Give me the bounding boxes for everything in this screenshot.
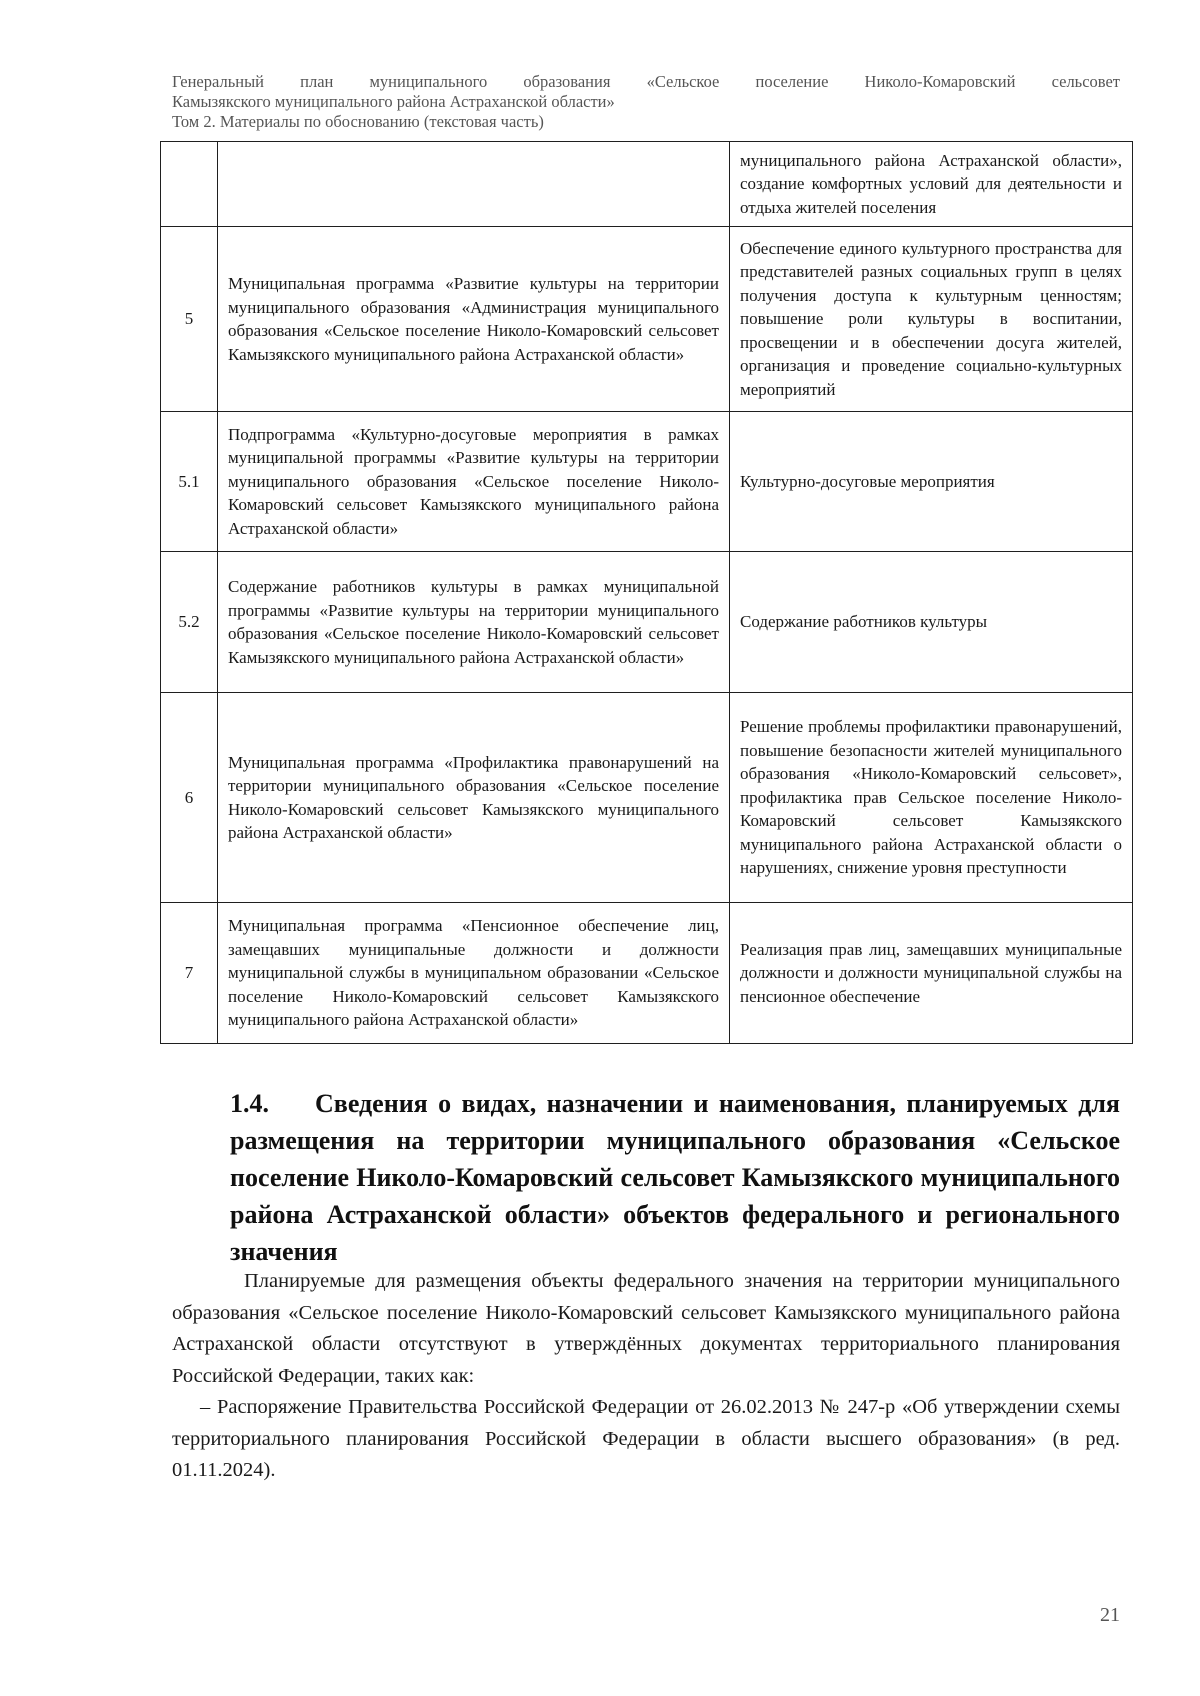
header-line-2: Камызякского муниципального района Астраханской области» xyxy=(172,92,615,111)
section-title: Сведения о видах, назначении и наименования, планируемых для размещения на территории муниципального образования «Сельское поселение Николо-Комаровский сельсовет Камызякского муниципального района Астраханской области» объектов федерального и регионального значения xyxy=(230,1089,1120,1266)
row-number: 5.1 xyxy=(161,412,218,552)
program-name: Муниципальная программа «Пенсионное обеспечение лиц, замещавших муниципальные должности и должности муниципальной службы в муниципальном образовании «Сельское поселение Николо-Комаровский сельсовет Камызякского муниципального района Астраханской области» xyxy=(218,903,730,1044)
program-name: Содержание работников культуры в рамках муниципальной программы «Развитие культуры на территории муниципального образования «Сельское поселение Николо-Комаровский сельсовет Камызякского муниципального района Астраханской области» xyxy=(218,552,730,693)
section-number: 1.4. xyxy=(230,1089,269,1118)
program-description: Культурно-досуговые мероприятия xyxy=(730,412,1133,552)
header-line-1: Генеральный план муниципального образования «Сельское поселение Николо-Комаровский сельсовет xyxy=(172,72,1120,91)
list-item: – Распоряжение Правительства Российской Федерации от 26.02.2013 № 247-р «Об утверждении схемы территориального планирования Российской Федерации в области высшего образования» (в ред. 01.11.2024). xyxy=(172,1396,1120,1481)
program-name: Муниципальная программа «Профилактика правонарушений на территории муниципального образования «Сельское поселение Николо-Комаровский сельсовет Камызякского муниципального района Астраханской области» xyxy=(218,693,730,903)
table-row xyxy=(161,552,1133,693)
table-row xyxy=(161,142,1133,227)
section-heading xyxy=(230,1085,1120,1270)
body-text xyxy=(172,1266,1120,1487)
programs-table xyxy=(160,141,1133,1044)
table-row xyxy=(161,693,1133,903)
program-description: Реализация прав лиц, замещавших муниципальные должности и должности муниципальной службы на пенсионное обеспечение xyxy=(730,903,1133,1044)
program-description: Обеспечение единого культурного пространства для представителей разных социальных групп в целях получения доступа к культурным ценностям; повышение роли культуры в воспитании, просвещении и в обеспечении досуга жителей, организация и проведение социально-культурных мероприятий xyxy=(730,227,1133,412)
program-name: Подпрограмма «Культурно-досуговые мероприятия в рамках муниципальной программы «Развитие культуры на территории муниципального образования «Сельское поселение Николо-Комаровский сельсовет Камызякского муниципального района Астраханской области» xyxy=(218,412,730,552)
program-description: Содержание работников культуры xyxy=(730,552,1133,693)
row-number: 6 xyxy=(161,693,218,903)
paragraph: Планируемые для размещения объекты федерального значения на территории муниципального образования «Сельское поселение Николо-Комаровский сельсовет Камызякского муниципального района Астраханской области отсутствуют в утверждённых документах территориального планирования Российской Федерации, таких как: xyxy=(172,1270,1120,1387)
row-number: 5 xyxy=(161,227,218,412)
page-number: 21 xyxy=(1100,1604,1120,1626)
table-row xyxy=(161,227,1133,412)
table-row xyxy=(161,412,1133,552)
row-number xyxy=(161,142,218,227)
program-description: Решение проблемы профилактики правонарушений, повышение безопасности жителей муниципального образования «Николо-Комаровский сельсовет», профилактика прав Сельское поселение Николо-Комаровский сельсовет Камызякского муниципального района Астраханской области о нарушениях, снижение уровня преступности xyxy=(730,693,1133,903)
program-name: Муниципальная программа «Развитие культуры на территории муниципального образования «Администрация муниципального образования «Сельское поселение Николо-Комаровский сельсовет Камызякского муниципального района Астраханской области» xyxy=(218,227,730,412)
page-header xyxy=(172,72,1120,132)
header-line-3: Том 2. Материалы по обоснованию (текстовая часть) xyxy=(172,112,544,131)
program-description: муниципального района Астраханской области», создание комфортных условий для деятельности и отдыха жителей поселения xyxy=(730,142,1133,227)
row-number: 7 xyxy=(161,903,218,1044)
row-number: 5.2 xyxy=(161,552,218,693)
table-row xyxy=(161,903,1133,1044)
program-name xyxy=(218,142,730,227)
